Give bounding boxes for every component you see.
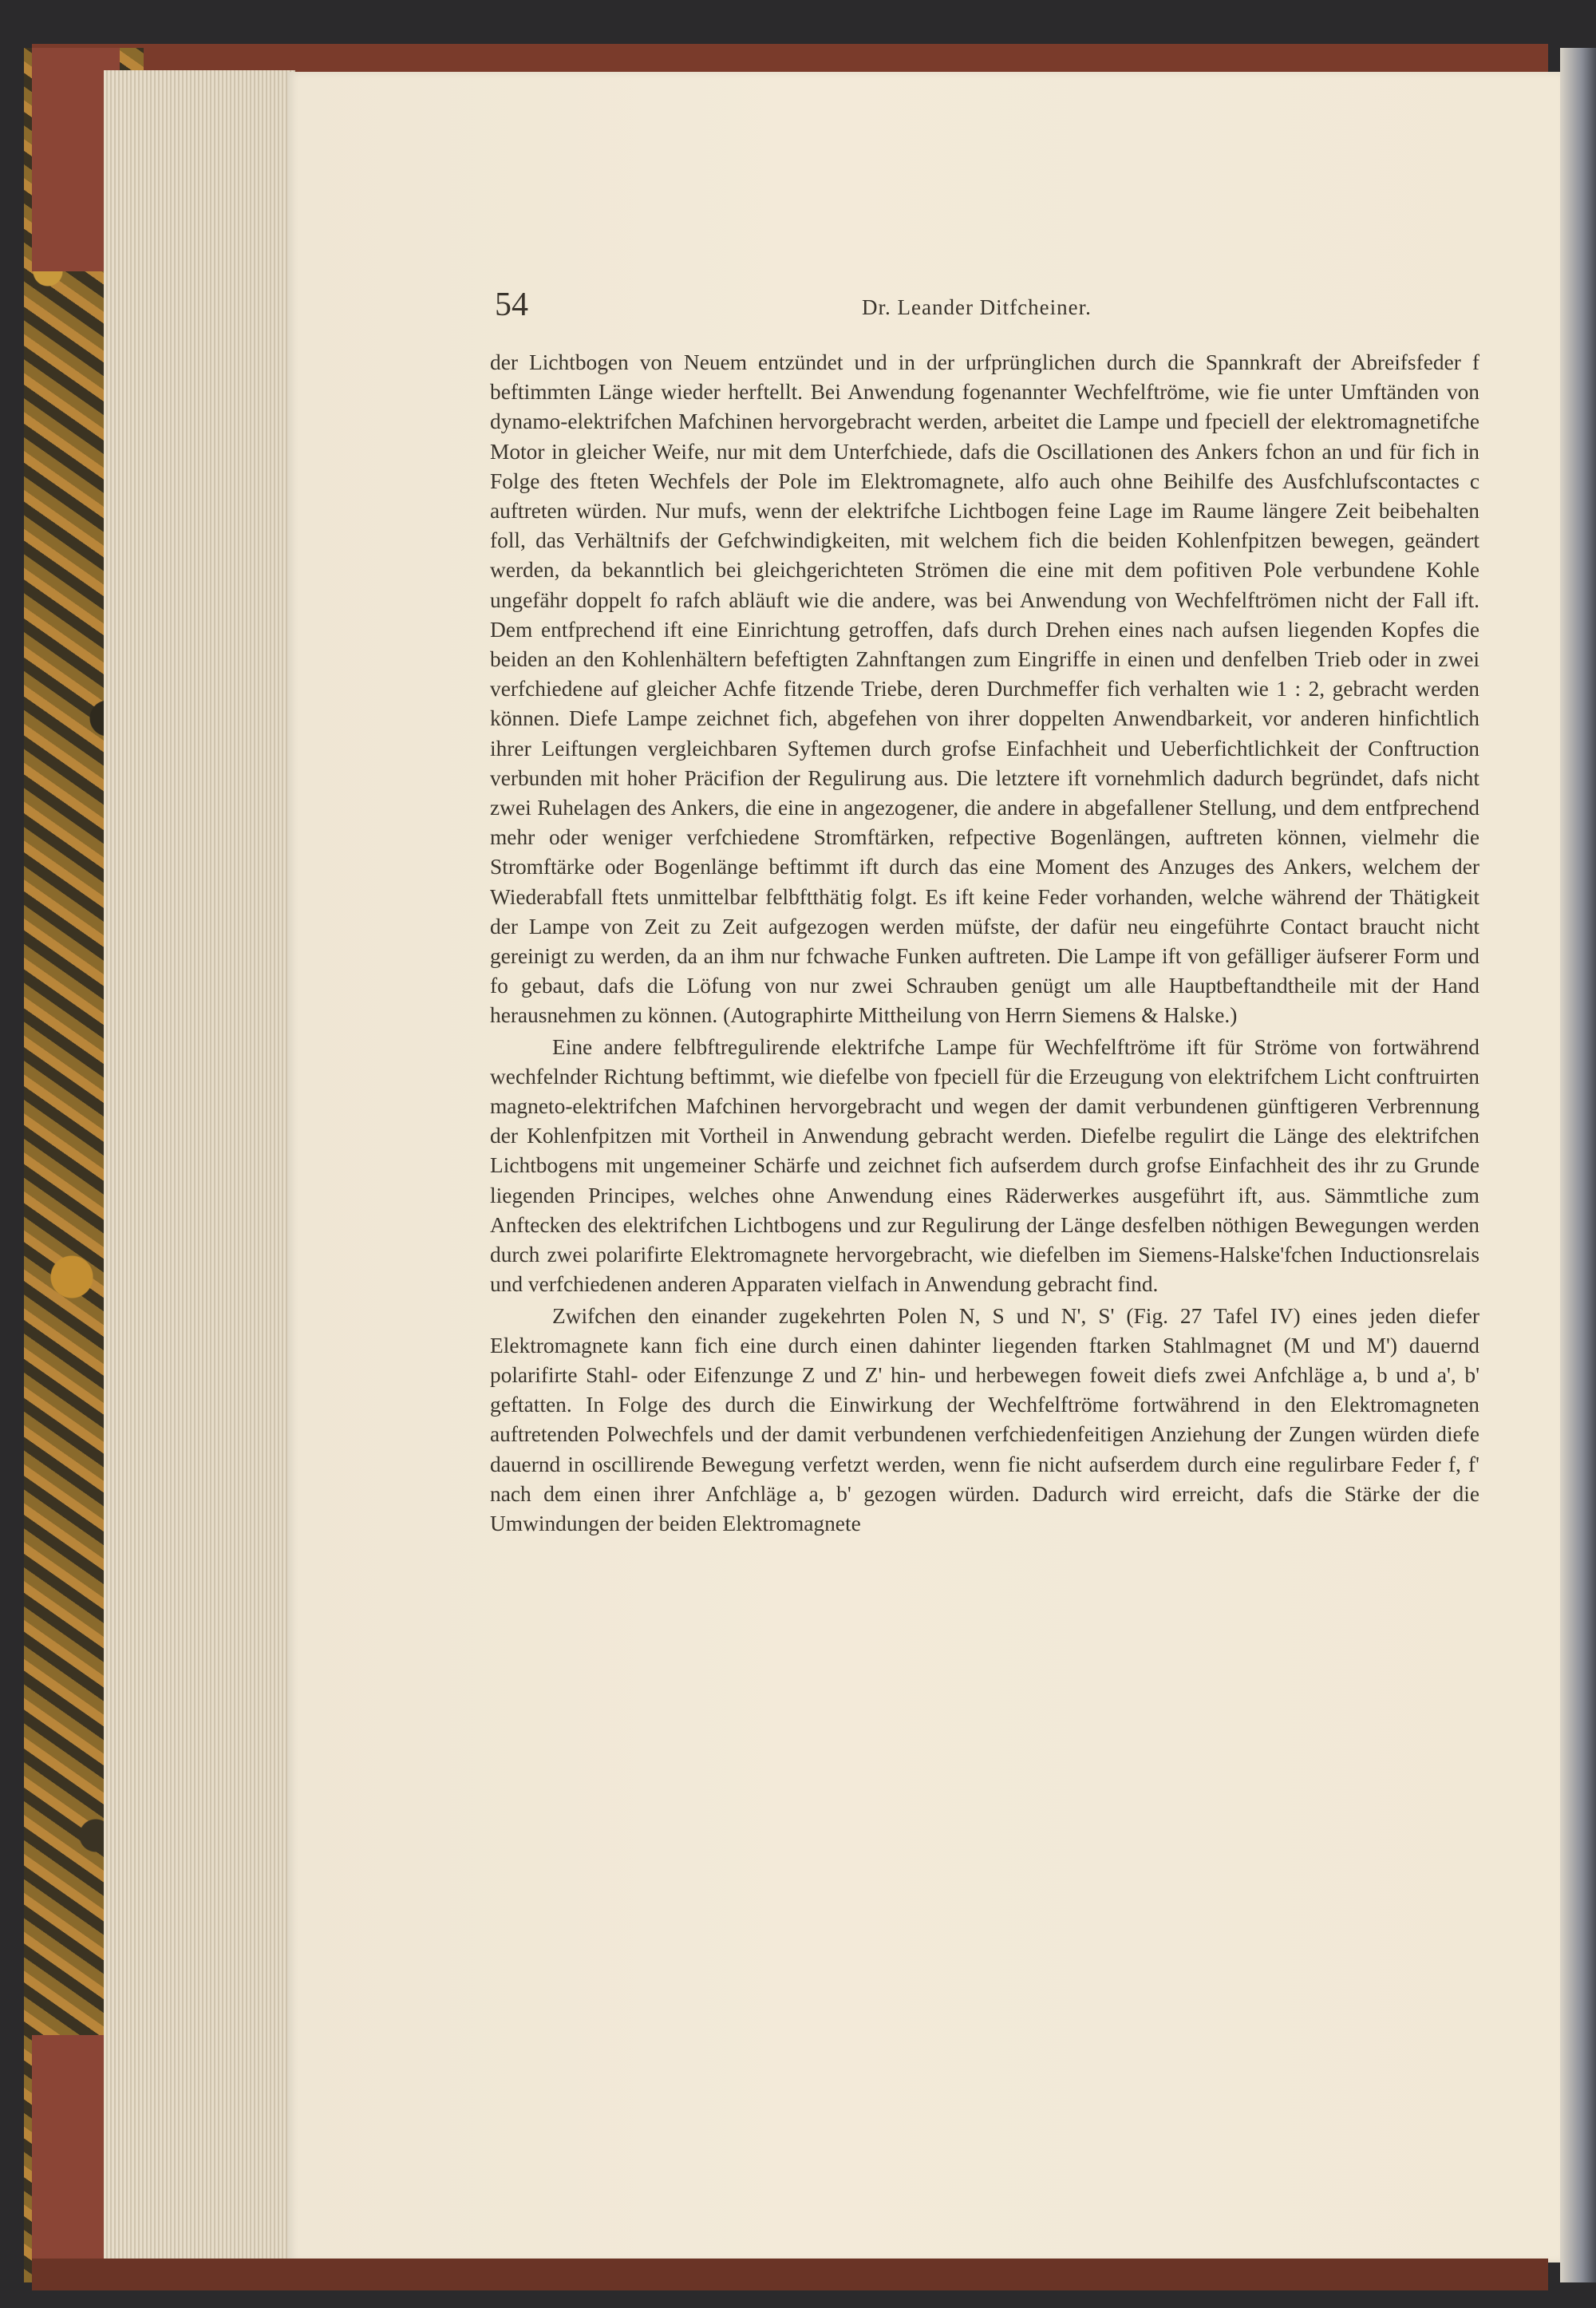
page-number: 54 (495, 287, 528, 323)
page-header (495, 286, 1476, 334)
running-head: Dr. Leander Ditfcheiner. (862, 295, 1092, 319)
paragraph-2: Eine andere felbftregulirende elektrifche Lampe für Wechfelftröme ift für Ströme von fortwährend wechfelnder Richtung beftimmt, wie diefelbe von fpeciell für die Erzeugung von elektrifchem Licht conftruirten magneto-elektrifchen Mafchinen hervorgebracht und wegen der damit verbundenen günftigeren Verbrennung der Kohlenfpitzen mit Vortheil in Anwendung gebracht werden. Diefelbe regulirt die Länge des elektrifchen Lichtbogens mit ungemeiner Schärfe und zeichnet fich aufserdem durch grofse Einfachheit des ihr zu Grunde liegenden Principes, welches ohne Anwendung eines Räderwerkes ausgeführt ift, aus. Sämmtliche zum Anftecken des elektrifchen Lichtbogens und zur Regulirung der Länge desfelben nöthigen Bewegungen werden durch zwei polarifirte Elektromagnete hervorgebracht, wie diefelben im Siemens-Halske'fchen Inductionsrelais und verfchiedenen anderen Apparaten vielfach in Anwendung gebracht find. (490, 1034, 1479, 1297)
book-cover-edge-bottom (32, 2259, 1548, 2290)
book-spine (1560, 48, 1596, 2282)
paragraph-3: Zwifchen den einander zugekehrten Polen N, S und N', S' (Fig. 27 Tafel IV) eines jeden diefer Elektromagnete kann fich eine durch einen dahinter liegenden ftarken Stahlmagnet (M und M') dauernd polarifirte Stahl- oder Eifenzunge Z und Z' hin- und herbewegen foweit diefs zwei Anfchläge a, b und a', b' geftatten. In Folge des durch die Einwirkung der Wechfelftröme fortwährend in den Elektromagneten auftretenden Polwechfels und der damit verbundenen verfchiedenfeitigen Anziehung der Zungen würden diefe dauernd in oscillirende Bewegung verfetzt werden, wenn fie nicht aufserdem durch eine regulirbare Feder f, f' nach dem einen ihrer Anfchläge a, b' gezogen würden. Dadurch wird erreicht, dafs die Stärke der die Umwindungen der beiden Elektromagnete (490, 1303, 1479, 1535)
paragraph-1: der Lichtbogen von Neuem entzündet und in der urfprünglichen durch die Spannkraft der Abreifsfeder f beftimmten Länge wieder herftellt. Bei Anwendung fogenannter Wechfelftröme, wie fie unter Umftänden von dynamo-elektrifchen Mafchinen hervorgebracht werden, arbeitet die Lampe und fpeciell der elektromagnetifche Motor in gleicher Weife, nur mit dem Unterfchiede, dafs die Oscillationen des Ankers fchon an und für fich in Folge des fteten Wechfels der Pole im Elektromagnete, alfo auch ohne Beihilfe des Ausfchlufscontactes c auftreten würden. Nur mufs, wenn der elektrifche Lichtbogen feine Lage im Raume längere Zeit beibehalten foll, das Verhältnifs der Gefchwindigkeiten, mit welchem fich die beiden Kohlenfpitzen bewegen, geändert werden, da bekanntlich bei gleichgerichteten Strömen die eine mit dem pofitiven Pole verbundene Kohle ungefähr doppelt fo rafch abläuft wie die andere, was bei Anwendung von Wechfelftrömen nicht der Fall ift. Dem entfprechend ift eine Einrichtung getroffen, dafs durch Drehen eines nach aufsen liegenden Kopfes die beiden an den Kohlenhältern befeftigten Zahnftangen zum Eingriffe in einen und denfelben Trieb oder in zwei verfchiedene auf gleicher Achfe fitzende Triebe, deren Durchmeffer fich verhalten wie 1 : 2, gebracht werden können. Diefe Lampe zeichnet fich, abgefehen von ihrer doppelten Anwendbarkeit, vor anderen hinfichtlich ihrer Leiftungen vergleichbaren Syftemen durch grofse Einfachheit und Ueberfichtlichkeit der Conftruction verbunden mit hoher Präcifion der Regulirung aus. Die letztere ift vornehmlich dadurch begründet, dafs nicht zwei Ruhelagen des Ankers, die eine in angezogener, die andere in abgefallener Stellung, und dem entfprechend mehr oder weniger verfchiedene Stromftärken, refpective Bogenlängen, auftreten können, vielmehr die Stromftärke oder Bogenlänge beftimmt ift durch das eine Moment des Anzuges des Ankers, welchem der Wiederabfall ftets unmittelbar felbftthätig folgt. Es ift keine Feder vorhanden, welche während der Thätigkeit der Lampe von Zeit zu Zeit aufgezogen werden müfste, der dafür neu eingeführte Contact braucht nicht gereinigt zu werden, da an ihm nur fchwache Funken auftreten. Die Lampe ift von gefälliger äufserer Form und fo gebaut, dafs die Löfung von nur zwei Schrauben genügt um alle Hauptbeftandtheile mit der Hand herausnehmen zu können. (Autographirte Mittheilung von Herrn Siemens & Halske.) (490, 350, 1479, 1028)
body-text (490, 348, 1479, 1539)
page-stack-edge (104, 70, 295, 2261)
